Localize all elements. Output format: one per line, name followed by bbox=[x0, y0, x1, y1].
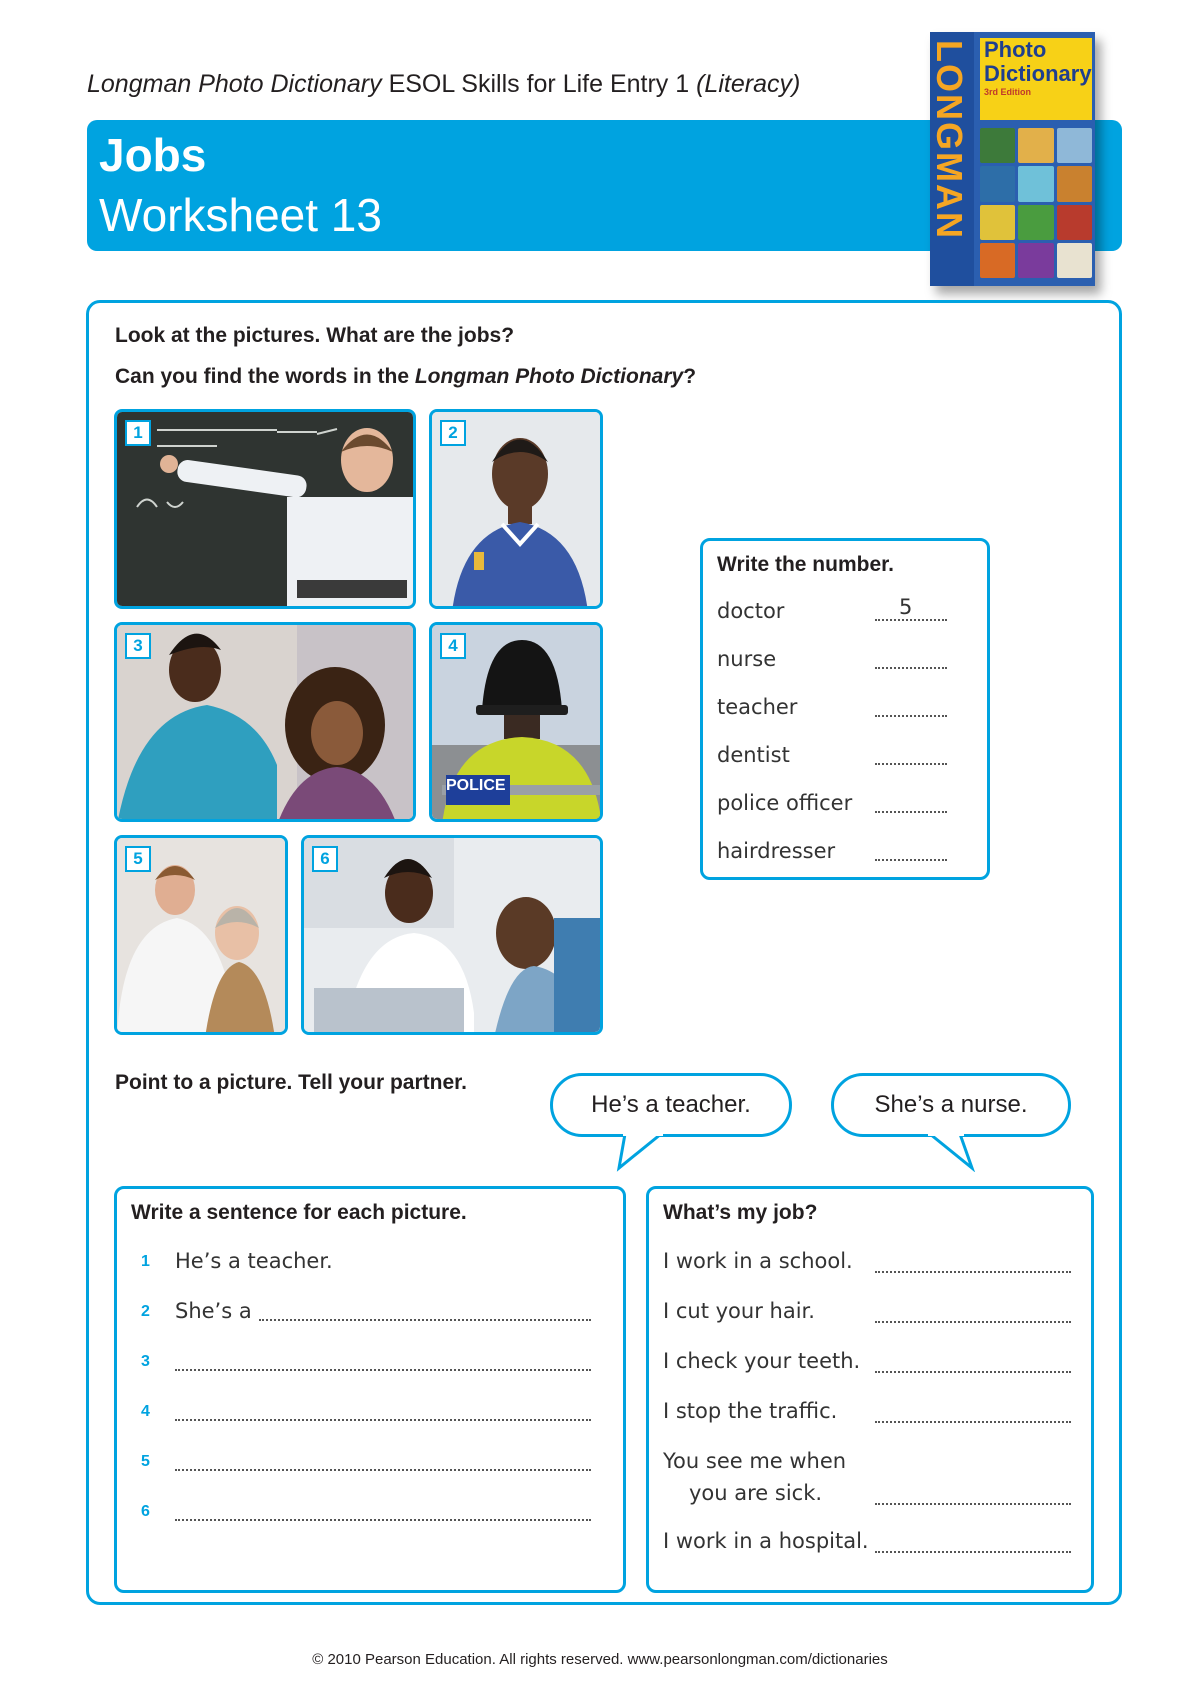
clue-4-line[interactable] bbox=[875, 1421, 1071, 1423]
page-title: Jobs bbox=[99, 129, 207, 181]
row-number: 5 bbox=[141, 1453, 150, 1470]
clue-6-text: I work in a hospital. bbox=[663, 1529, 869, 1553]
clue-6-line[interactable] bbox=[875, 1551, 1071, 1553]
clue-1-line[interactable] bbox=[875, 1271, 1071, 1273]
answer-line-dentist[interactable] bbox=[875, 763, 947, 765]
speech-bubble-1-tail bbox=[615, 1132, 675, 1172]
police-patch-text: POLICE bbox=[446, 777, 506, 794]
write-number-box bbox=[700, 538, 990, 880]
speech-bubble-2: She’s a nurse. bbox=[831, 1073, 1071, 1137]
row-number: 3 bbox=[141, 1353, 150, 1370]
word-nurse: nurse bbox=[717, 647, 777, 671]
sentence-4-line[interactable] bbox=[175, 1419, 591, 1421]
word-dentist: dentist bbox=[717, 743, 790, 767]
instruction-line-1: Look at the pictures. What are the jobs? bbox=[115, 324, 515, 347]
series-title: Longman Photo Dictionary ESOL Skills for Life Entry 1 (Literacy) bbox=[87, 70, 801, 98]
sentence-6-line[interactable] bbox=[175, 1519, 591, 1521]
photo-5-doctor bbox=[114, 835, 288, 1035]
clue-5-line[interactable] bbox=[875, 1503, 1071, 1505]
photo-number: 1 bbox=[125, 420, 151, 446]
row-number: 6 bbox=[141, 1503, 150, 1520]
clue-2-line[interactable] bbox=[875, 1321, 1071, 1323]
worksheet-subtitle: Worksheet 13 bbox=[99, 189, 382, 241]
write-sentence-box bbox=[114, 1186, 626, 1593]
row-number: 2 bbox=[141, 1303, 150, 1320]
answer-line-police-officer[interactable] bbox=[875, 811, 947, 813]
word-doctor: doctor bbox=[717, 599, 785, 623]
photo-6-dentist bbox=[301, 835, 603, 1035]
clue-3-text: I check your teeth. bbox=[663, 1349, 861, 1373]
sentence-1-text: He’s a teacher. bbox=[175, 1249, 333, 1273]
sentence-3-line[interactable] bbox=[175, 1369, 591, 1371]
speech-bubble-2-tail bbox=[920, 1132, 980, 1172]
clue-1-text: I work in a school. bbox=[663, 1249, 853, 1273]
photo-4-police-officer bbox=[429, 622, 603, 822]
teacher-illustration bbox=[117, 412, 416, 609]
photo-number: 4 bbox=[440, 633, 466, 659]
book-photo-grid bbox=[980, 128, 1092, 278]
photo-number: 5 bbox=[125, 846, 151, 872]
sentence-5-line[interactable] bbox=[175, 1469, 591, 1471]
word-teacher: teacher bbox=[717, 695, 798, 719]
sentence-2-text: She’s a bbox=[175, 1299, 252, 1323]
row-number: 4 bbox=[141, 1403, 150, 1420]
book-spine-text: LONGMAN bbox=[929, 40, 970, 240]
photo-number: 6 bbox=[312, 846, 338, 872]
speech-bubble-1: He’s a teacher. bbox=[550, 1073, 792, 1137]
clue-2-text: I cut your hair. bbox=[663, 1299, 815, 1323]
whats-my-job-title: What’s my job? bbox=[663, 1201, 818, 1224]
answer-line-doctor[interactable] bbox=[875, 619, 947, 621]
clue-3-line[interactable] bbox=[875, 1371, 1071, 1373]
row-number: 1 bbox=[141, 1253, 150, 1270]
write-sentence-title: Write a sentence for each picture. bbox=[131, 1201, 467, 1224]
instruction-line-2: Can you find the words in the Longman Photo Dictionary? bbox=[115, 365, 697, 388]
photo-3-hairdresser bbox=[114, 622, 416, 822]
answer-doctor: 5 bbox=[899, 595, 913, 619]
sentence-2-line[interactable] bbox=[259, 1319, 591, 1321]
answer-line-nurse[interactable] bbox=[875, 667, 947, 669]
hairdresser-illustration bbox=[117, 625, 416, 822]
clue-4-text: I stop the traffic. bbox=[663, 1399, 838, 1423]
partner-instruction: Point to a picture. Tell your partner. bbox=[115, 1071, 467, 1094]
dentist-illustration bbox=[304, 838, 603, 1035]
photo-number: 3 bbox=[125, 633, 151, 659]
whats-my-job-box bbox=[646, 1186, 1094, 1593]
photo-1-teacher bbox=[114, 409, 416, 609]
clue-5-text: You see me when bbox=[663, 1449, 847, 1473]
clue-5-text-line2: you are sick. bbox=[689, 1481, 823, 1505]
book-title-panel: Photo Dictionary 3rd Edition bbox=[980, 38, 1092, 120]
answer-line-hairdresser[interactable] bbox=[875, 859, 947, 861]
write-number-title: Write the number. bbox=[717, 553, 894, 576]
photo-number: 2 bbox=[440, 420, 466, 446]
word-police-officer: police officer bbox=[717, 791, 853, 815]
answer-line-teacher[interactable] bbox=[875, 715, 947, 717]
word-hairdresser: hairdresser bbox=[717, 839, 836, 863]
book-cover bbox=[930, 32, 1095, 286]
photo-2-nurse bbox=[429, 409, 603, 609]
copyright-footer: © 2010 Pearson Education. All rights reserved. www.pearsonlongman.com/dictionaries bbox=[312, 1651, 888, 1668]
